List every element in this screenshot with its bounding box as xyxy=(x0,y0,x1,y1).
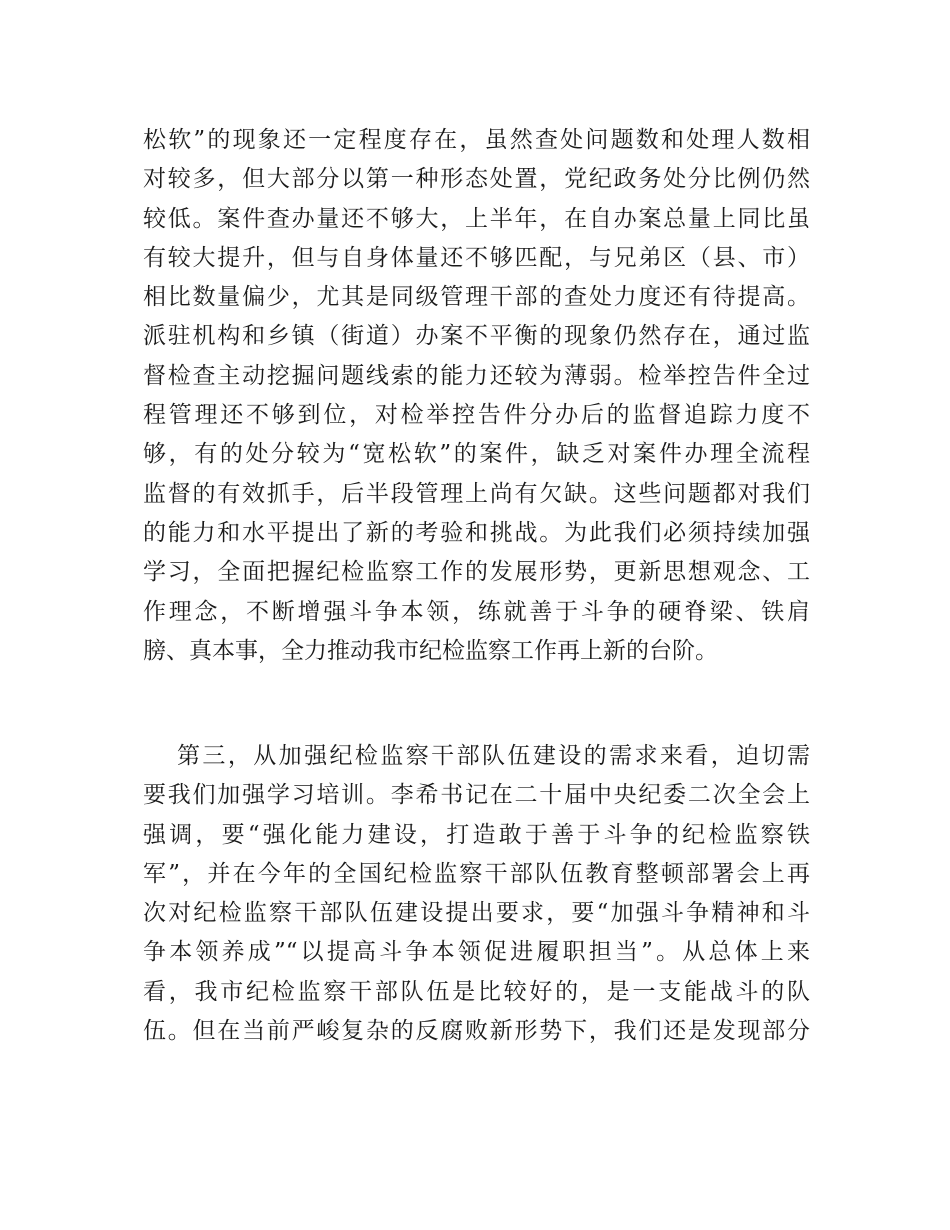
text-line: 军”，并在今年的全国纪检监察干部队伍教育整顿部署会上再 xyxy=(143,860,810,887)
text-line: 膀、真本事，全力推动我市纪检监察工作再上新的台阶。 xyxy=(143,637,718,664)
text-line: 督检查主动挖掘问题线索的能力还较为薄弱。检举控告件全过 xyxy=(143,362,810,389)
text-line: 较低。案件查办量还不够大，上半年，在自办案总量上同比虽 xyxy=(143,205,810,232)
text-line: 松软”的现象还一定程度存在，虽然查处问题数和处理人数相 xyxy=(143,127,810,153)
text-line: 有较大提升，但与自身体量还不够匹配，与兄弟区（县、市） xyxy=(143,244,810,271)
text-line: 第三，从加强纪检监察干部队伍建设的需求来看，迫切需 xyxy=(177,743,810,769)
paragraph-1 xyxy=(143,121,810,671)
paragraph-2 xyxy=(143,737,810,1051)
text-line: 要我们加强学习培训。李希书记在二十届中央纪委二次全会上 xyxy=(143,782,810,809)
text-line: 程管理还不够到位，对检举控告件分办后的监督追踪力度不 xyxy=(143,402,810,429)
text-line: 看，我市纪检监察干部队伍是比较好的，是一支能战斗的队 xyxy=(143,978,810,1005)
text-line: 监督的有效抓手，后半段管理上尚有欠缺。这些问题都对我们 xyxy=(143,480,810,507)
text-line: 次对纪检监察干部队伍建设提出要求，要“加强斗争精神和斗 xyxy=(143,900,810,927)
text-line: 相比数量偏少，尤其是同级管理干部的查处力度还有待提高。 xyxy=(143,284,810,311)
text-line: 够，有的处分较为“宽松软”的案件，缺乏对案件办理全流程 xyxy=(143,441,810,468)
text-line: 派驻机构和乡镇（街道）办案不平衡的现象仍然存在，通过监 xyxy=(143,323,810,350)
text-line: 争本领养成”“以提高斗争本领促进履职担当”。从总体上来 xyxy=(143,939,810,966)
text-line: 学习，全面把握纪检监察工作的发展形势，更新思想观念、工 xyxy=(143,559,810,586)
text-line: 的能力和水平提出了新的考验和挑战。为此我们必须持续加强 xyxy=(143,519,810,546)
text-line: 伍。但在当前严峻复杂的反腐败新形势下，我们还是发现部分 xyxy=(143,1018,810,1045)
text-line: 作理念，不断增强斗争本领，练就善于斗争的硬脊梁、铁肩 xyxy=(143,598,810,625)
text-line: 强调，要“强化能力建设，打造敢于善于斗争的纪检监察铁 xyxy=(143,821,810,848)
text-line: 对较多，但大部分以第一种形态处置，党纪政务处分比例仍然 xyxy=(143,166,810,193)
